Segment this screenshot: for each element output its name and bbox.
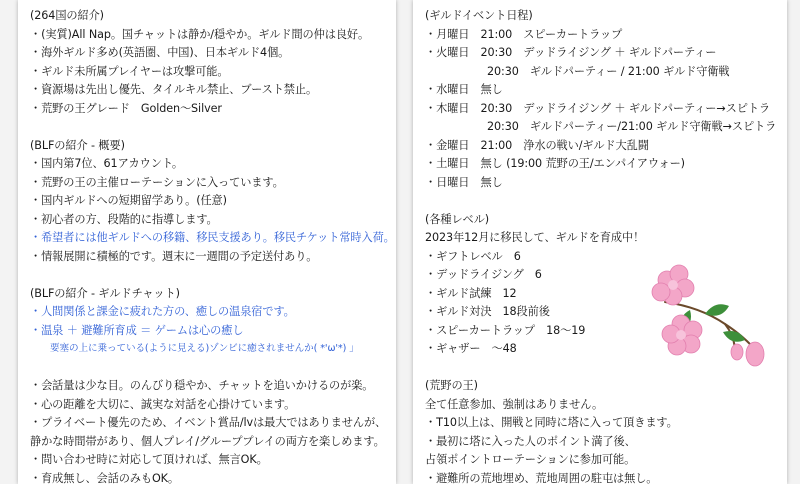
list-item: ・育成無し、会話のみもOK。 bbox=[30, 471, 179, 484]
list-item: ・避難所の荒地埋め、荒地周囲の駐屯は無し。 bbox=[425, 471, 658, 484]
list-item: ・会話量は少な目。のんびり穏やか、チャットを追いかけるのが楽。 bbox=[30, 379, 374, 392]
list-item: ・荒野の王グレード Golden～Silver bbox=[30, 101, 222, 115]
level-item: ・スピーカートラップ 18～19 bbox=[425, 323, 586, 337]
schedule-row: ・火曜日 20:30 デッドライジング ＋ ギルドパーティー bbox=[425, 46, 717, 59]
list-item-highlight: ・温泉 ＋ 避難所育成 ＝ ゲームは心の癒し bbox=[30, 323, 244, 337]
schedule-row: ・月曜日 21:00 スピーカートラップ bbox=[425, 27, 623, 41]
left-panel bbox=[18, 0, 396, 484]
list-item: 全て任意参加、強制はありません。 bbox=[425, 397, 604, 411]
schedule-row: ・木曜日 20:30 デッドライジング ＋ ギルドパーティー→スピトラ bbox=[425, 101, 770, 115]
list-item: ・国内ギルドへの短期留学あり。(任意) bbox=[30, 194, 227, 207]
right-panel bbox=[413, 0, 787, 484]
list-item: ・T10以上は、開戦と同時に塔に入って頂きます。 bbox=[425, 416, 678, 429]
list-item: ・情報展開に積極的です。週末に一週間の予定送付あり。 bbox=[30, 249, 318, 263]
list-item: ・荒野の王の主催ローテーションに入っています。 bbox=[30, 175, 284, 189]
section-title-264: (264国の紹介) bbox=[30, 9, 104, 22]
schedule-row: ・金曜日 21:00 浄水の戦い/ギルド大乱闘 bbox=[425, 138, 649, 152]
section-title-events: (ギルドイベント日程) bbox=[425, 9, 533, 22]
schedule-row: ・水曜日 無し bbox=[425, 83, 503, 96]
schedule-row: ・日曜日 無し bbox=[425, 175, 503, 189]
list-item: ・国内第7位、61アカウント。 bbox=[30, 157, 183, 170]
list-item: ・海外ギルド多め(英語圏、中国)、日本ギルド4個。 bbox=[30, 46, 290, 59]
list-item: ・(実質)All Nap。国チャットは静か/穏やか。ギルド間の仲は良好。 bbox=[30, 27, 370, 41]
list-item: 占領ポイントローテーションに参加可能。 bbox=[425, 453, 636, 466]
list-item-highlight: ・希望者には他ギルドへの移籍、移民支援あり。移民チケット常時入荷。 bbox=[30, 231, 395, 244]
level-item: ・デッドライジング 6 bbox=[425, 268, 542, 281]
list-item-subnote: 要塞の上に乗っている(ように見える)ゾンビに癒されませんか( *'ω'*) ｣ bbox=[50, 343, 354, 354]
list-item: ・最初に塔に入った人のポイント満了後、 bbox=[425, 434, 636, 448]
list-item: ・ギルド未所属プレイヤーは攻撃可能。 bbox=[30, 64, 229, 78]
level-item: ・ギルド対決 18段前後 bbox=[425, 305, 550, 318]
level-intro: 2023年12月に移民して、ギルドを育成中！ bbox=[425, 231, 645, 244]
schedule-row: ・土曜日 無し (19:00 荒野の王/エンパイアウォー) bbox=[425, 157, 685, 170]
list-item-highlight: ・人間関係と課金に疲れた方の、癒しの温泉宿です。 bbox=[30, 305, 295, 318]
section-title-levels: (各種レベル) bbox=[425, 212, 489, 226]
section-title-wild-king: (荒野の王) bbox=[425, 379, 478, 392]
list-item: 静かな時間帯があり、個人プレイ/グループプレイの両方を楽しめます。 bbox=[30, 434, 385, 448]
list-item: ・初心者の方、段階的に指導します。 bbox=[30, 212, 218, 226]
cherry-blossom-icon bbox=[645, 262, 777, 372]
level-item: ・ギャザー ～48 bbox=[425, 342, 517, 355]
schedule-row: 20:30 ギルドパーティー/21:00 ギルド守衛戦→スピトラ bbox=[487, 120, 777, 133]
schedule-row: 20:30 ギルドパーティー / 21:00 ギルド守衛戦 bbox=[487, 64, 730, 78]
list-item: ・心の距離を大切に、誠実な対話を心掛けています。 bbox=[30, 397, 296, 411]
list-item: ・問い合わせ時に対応して頂ければ、無言OK。 bbox=[30, 453, 268, 466]
section-title-blf: (BLFの紹介 - 概要) bbox=[30, 138, 125, 152]
section-title-chat: (BLFの紹介 - ギルドチャット) bbox=[30, 286, 180, 300]
level-item: ・ギフトレベル 6 bbox=[425, 249, 521, 263]
list-item: ・プライベート優先のため、イベント賞品/lvは最大ではありませんが、 bbox=[30, 416, 387, 429]
level-item: ・ギルド試練 12 bbox=[425, 286, 517, 300]
list-item: ・資源場は先出し優先、タイルキル禁止、ブースト禁止。 bbox=[30, 83, 318, 96]
